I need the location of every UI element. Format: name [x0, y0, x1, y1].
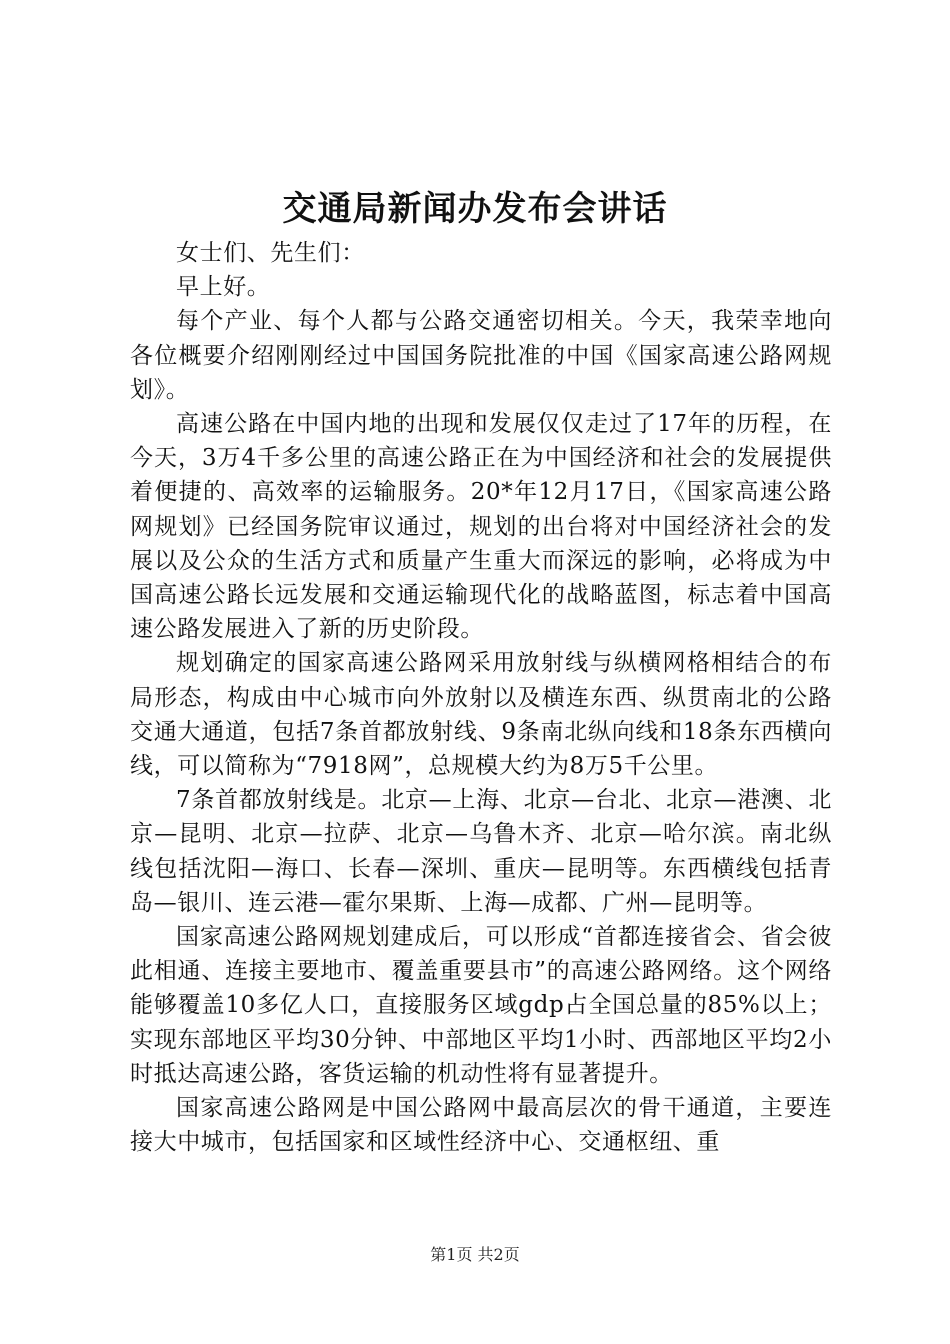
paragraph-intro: 每个产业、每个人都与公路交通密切相关。今天，我荣幸地向各位概要介绍刚刚经过中国国务院批准的中国《国家高速公路网规划》。 — [130, 308, 832, 403]
paragraph-layout: 规划确定的国家高速公路网采用放射线与纵横网格相结合的布局形态，构成由中心城市向外放射以及横连东西、纵贯南北的公路交通大通道，包括7条首都放射线、9条南北纵向线和18条东西横向线，可以简称为“7918网”，总规模大约为8万5千公里。 — [130, 650, 832, 780]
document-title: 交通局新闻办发布会讲话 — [282, 189, 668, 229]
paragraph-coverage: 国家高速公路网规划建成后，可以形成“首都连接省会、省会彼此相通、连接主要地市、覆盖重要县市”的高速公路网络。这个网络能够覆盖10多亿人口，直接服务区域gdp占全国总量的85%以上；实现东部地区平均30分钟、中部地区平均1小时、西部地区平均2小时抵达高速公路，客货运输的机动性将有显著提升。 — [130, 924, 832, 1087]
paragraph-history: 高速公路在中国内地的出现和发展仅仅走过了17年的历程，在今天，3万4千多公里的高速公路正在为中国经济和社会的发展提供着便捷的、高效率的运输服务。20*年12月17日，《国家高速公路网规划》已经国务院审议通过，规划的出台将对中国经济社会的发展以及公众的生活方式和质量产生重大而深远的影响，必将成为中国高速公路长远发展和交通运输现代化的战略蓝图，标志着中国高速公路发展进入了新的历史阶段。 — [130, 411, 832, 643]
paragraph-greeting: 早上好。 — [176, 274, 271, 301]
paragraph-salutation: 女士们、先生们： — [176, 240, 365, 266]
paragraph-backbone: 国家高速公路网是中国公路网中最高层次的骨干通道，主要连接大中城市，包括国家和区域性经济中心、交通枢纽、重 — [130, 1095, 832, 1156]
paragraph-routes: 7条首都放射线是。北京—上海、北京—台北、北京—港澳、北京—昆明、北京—拉萨、北京—乌鲁木齐、北京—哈尔滨。南北纵线包括沈阳—海口、长春—深圳、重庆—昆明等。东西横线包括青岛—银川、连云港—霍尔果斯、上海—成都、广州—昆明等。 — [130, 787, 832, 916]
page-number: 第1页 共2页 — [430, 1245, 520, 1264]
document-body — [130, 236, 832, 1159]
